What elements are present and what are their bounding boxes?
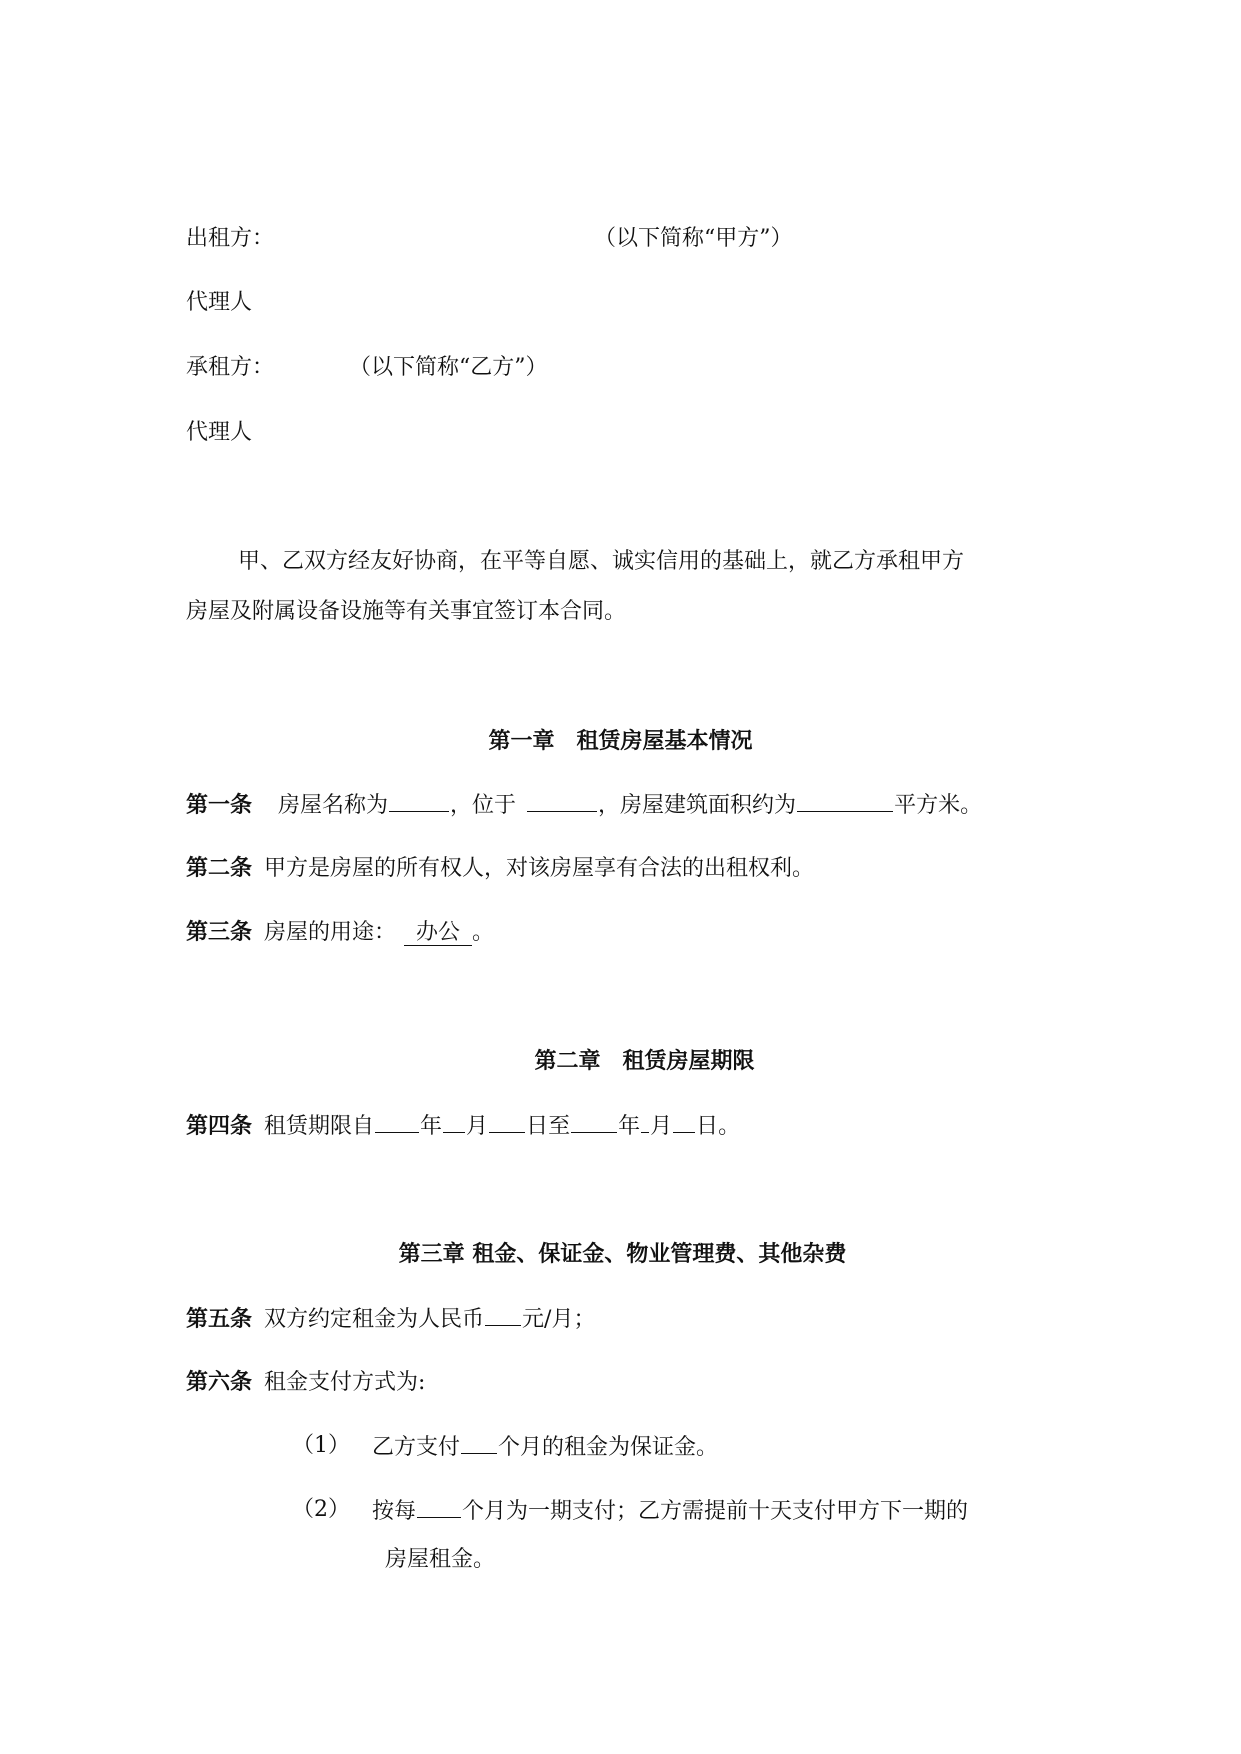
article-3-text: 房屋的用途： bbox=[264, 920, 397, 945]
article-1-text-b: ，位于 bbox=[450, 793, 517, 818]
article-6 bbox=[186, 1367, 425, 1398]
article-5-label: 第五条 bbox=[186, 1306, 253, 1332]
agent1-label: 代理人 bbox=[186, 290, 253, 315]
article-4 bbox=[186, 1110, 740, 1142]
payment-period-blank bbox=[417, 1495, 461, 1518]
lessor-label: 出租方： bbox=[186, 226, 275, 251]
article-6-label: 第六条 bbox=[186, 1369, 253, 1395]
end-day-blank bbox=[673, 1110, 695, 1133]
building-name-blank bbox=[389, 789, 449, 812]
year-label-2: 年 bbox=[618, 1114, 641, 1139]
article-2-label: 第二条 bbox=[186, 855, 253, 881]
article-3 bbox=[186, 917, 494, 948]
area-blank bbox=[797, 789, 893, 812]
item-2-number: （2） bbox=[292, 1497, 350, 1522]
month-label: 月 bbox=[466, 1114, 489, 1139]
usage-value: 办公 bbox=[404, 920, 472, 946]
start-day-blank bbox=[489, 1110, 525, 1133]
article-4-text-a: 租赁期限自 bbox=[264, 1114, 375, 1139]
rent-amount-blank bbox=[485, 1303, 521, 1326]
article-5-text-a: 双方约定租金为人民币 bbox=[264, 1307, 485, 1332]
location-blank bbox=[527, 789, 597, 812]
agent2-label: 代理人 bbox=[186, 420, 253, 445]
article-5-text-b: 元/月； bbox=[522, 1307, 596, 1332]
item-2-text-a: 按每 bbox=[372, 1499, 417, 1524]
deposit-months-blank bbox=[461, 1431, 497, 1454]
item-1-text-b: 个月的租金为保证金。 bbox=[498, 1435, 719, 1460]
day-to-label: 日至 bbox=[526, 1114, 571, 1139]
item-1 bbox=[372, 1431, 718, 1463]
article-1-text-c: ，房屋建筑面积约为 bbox=[598, 793, 797, 818]
start-month-blank bbox=[443, 1110, 465, 1133]
end-year-blank bbox=[571, 1110, 617, 1133]
chapter3-title: 第三章 租金、保证金、物业管理费、其他杂费 bbox=[398, 1241, 847, 1267]
article-2-text: 甲方是房屋的所有权人，对该房屋享有合法的出租权利。 bbox=[264, 856, 815, 881]
article-6-text: 租金支付方式为: bbox=[264, 1370, 426, 1395]
article-3-label: 第三条 bbox=[186, 919, 253, 945]
item-1-text-a: 乙方支付 bbox=[372, 1435, 461, 1460]
item-1-number: （1） bbox=[292, 1433, 350, 1458]
chapter1-title: 第一章 租赁房屋基本情况 bbox=[488, 728, 753, 754]
item-2 bbox=[372, 1495, 968, 1527]
chapter2-title: 第二章 租赁房屋期限 bbox=[534, 1048, 755, 1074]
lessor-abbrev: （以下简称“甲方”） bbox=[594, 226, 793, 251]
article-4-label: 第四条 bbox=[186, 1113, 253, 1139]
article-1-text-d: 平方米。 bbox=[894, 793, 983, 818]
article-3-end: 。 bbox=[472, 920, 495, 945]
year-label: 年 bbox=[420, 1114, 443, 1139]
month-label-2: 月 bbox=[650, 1114, 673, 1139]
end-month-blank bbox=[641, 1110, 649, 1133]
article-1-label: 第一条 bbox=[186, 792, 253, 818]
article-5 bbox=[186, 1303, 595, 1335]
article-2 bbox=[186, 853, 814, 884]
item-2-continuation: 房屋租金。 bbox=[385, 1547, 496, 1572]
lessee-abbrev: （以下简称“乙方”） bbox=[349, 355, 548, 380]
article-1 bbox=[186, 789, 982, 821]
preamble-line1: 甲、乙双方经友好协商，在平等自愿、诚实信用的基础上，就乙方承租甲方 bbox=[238, 549, 965, 574]
item-2-text-b: 个月为一期支付；乙方需提前十天支付甲方下一期的 bbox=[462, 1499, 969, 1524]
preamble-line2: 房屋及附属设备设施等有关事宜签订本合同。 bbox=[186, 599, 627, 624]
article-1-text-a: 房屋名称为 bbox=[278, 793, 389, 818]
start-year-blank bbox=[375, 1110, 419, 1133]
lessee-label: 承租方： bbox=[186, 355, 275, 380]
day-label-2: 日。 bbox=[696, 1114, 741, 1139]
